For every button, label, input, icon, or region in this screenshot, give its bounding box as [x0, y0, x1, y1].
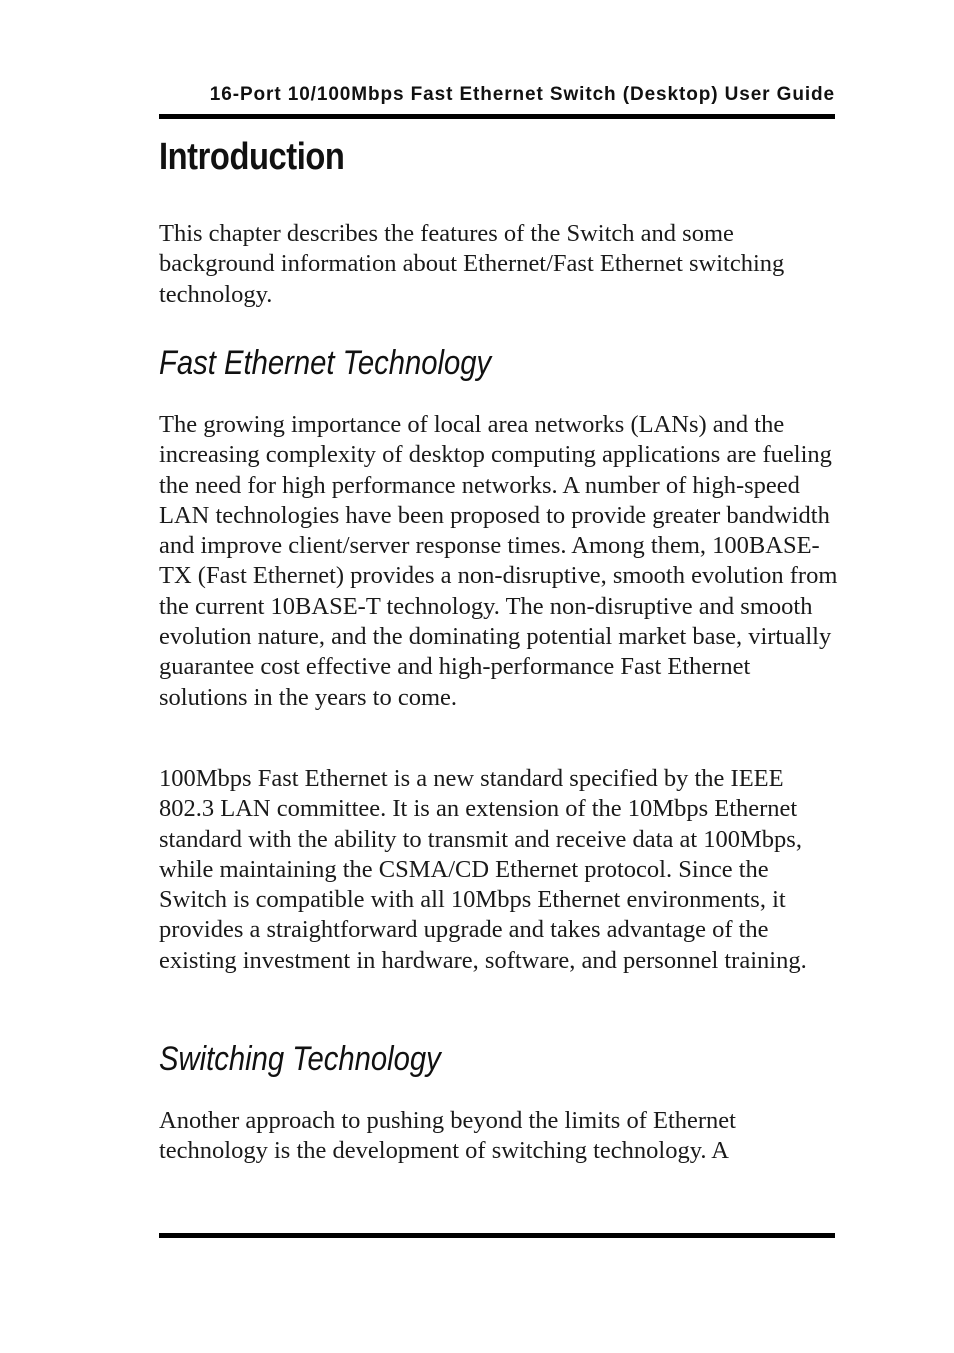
chapter-title: Introduction [159, 136, 345, 178]
fast-ethernet-paragraph-2: 100Mbps Fast Ethernet is a new standard specified by the IEEE 802.3 LAN committee. It is an extension of the 10Mbps Ethernet standard with the ability to transmit and receive data at 100Mbps, while maintaining the CSMA/CD Ethernet protocol. Since the Switch is compatible with all 10Mbps Ethernet environments, it provides a straightforward upgrade and takes advantage of the existing investment in hardware, software, and personnel training. [159, 765, 807, 974]
footer-rule [159, 1233, 835, 1238]
header-rule [159, 114, 835, 119]
running-header: 16-Port 10/100Mbps Fast Ethernet Switch (Desktop) User Guide [209, 84, 835, 105]
section-heading-fast-ethernet: Fast Ethernet Technology [159, 344, 492, 382]
fast-ethernet-paragraph-1: The growing importance of local area networks (LANs) and the increasing complexity of desktop computing applications are fueling the need for high performance networks. A number of high-speed LAN technologies have been proposed to provide greater bandwidth and improve client/server response times. Among them, 100BASE-TX (Fast Ethernet) provides a non-disruptive, smooth evolution from the current 10BASE-T technology. The non-disruptive and smooth evolution nature, and the dominating potential market base, virtually guarantee cost effective and high-performance Fast Ethernet solutions in the years to come. [159, 411, 838, 711]
intro-paragraph: This chapter describes the features of the Switch and some background information about Ethernet/Fast Ethernet switching technology. [159, 220, 785, 308]
section-heading-switching: Switching Technology [159, 1040, 441, 1078]
switching-paragraph-1: Another approach to pushing beyond the limits of Ethernet technology is the development of switching technology. A [159, 1107, 736, 1165]
